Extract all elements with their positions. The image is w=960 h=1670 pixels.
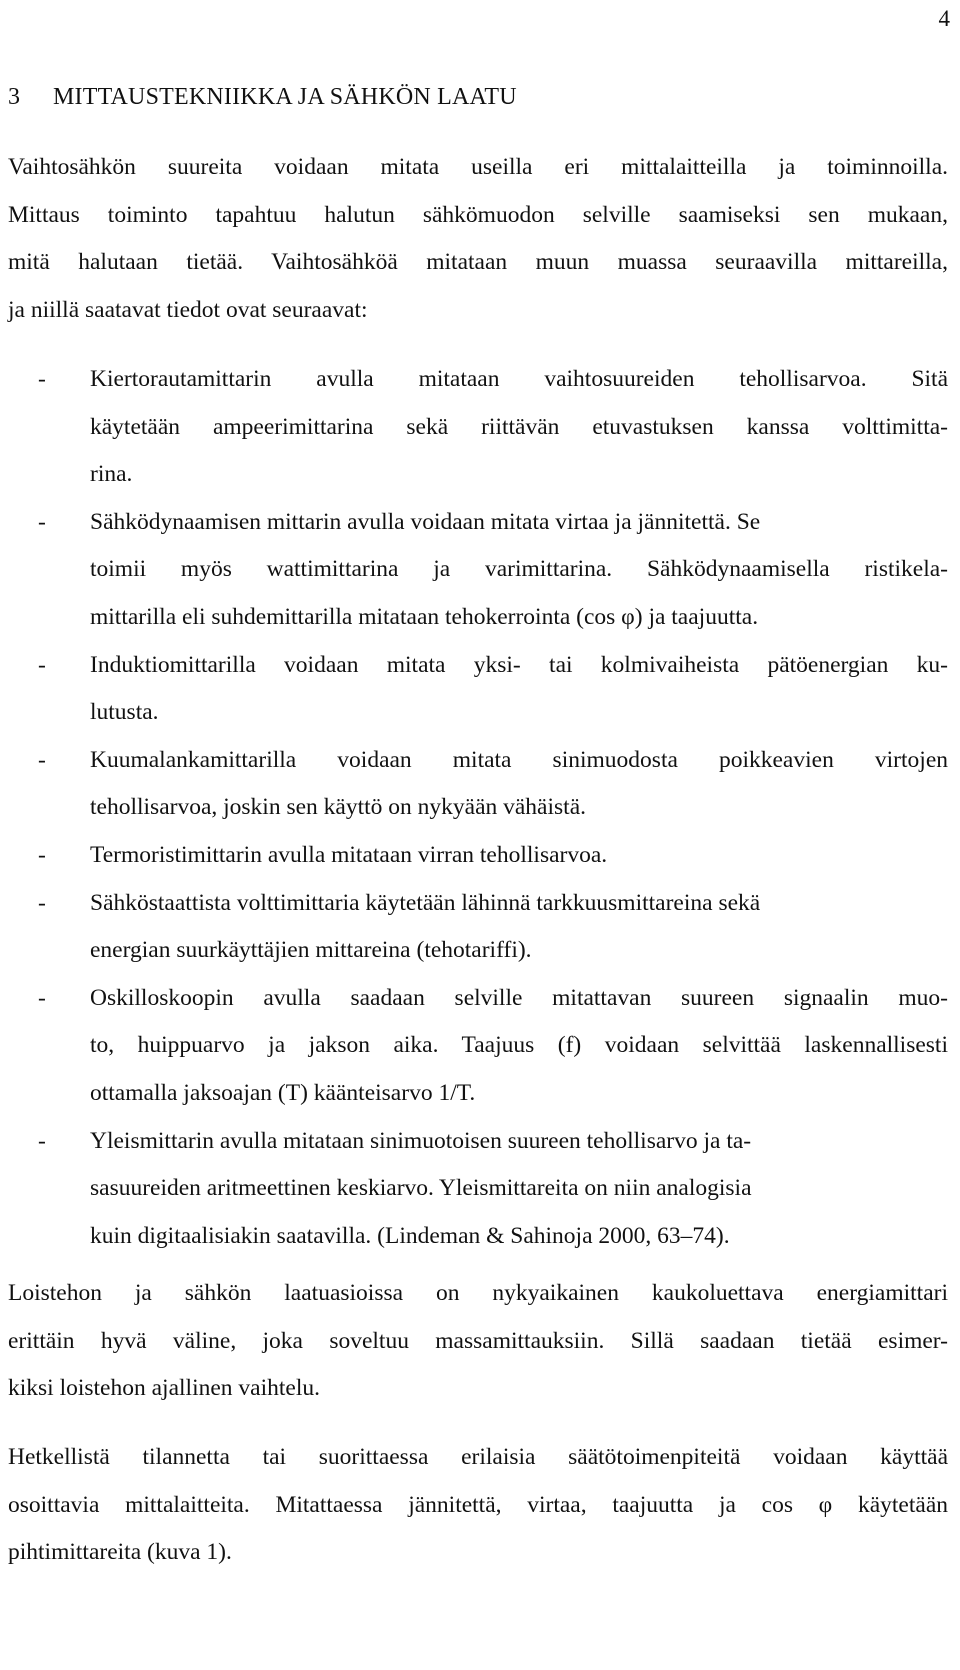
list-item-text: Induktiomittarilla voidaan mitata yksi- tai kolmivaiheista pätöenergian ku-: [90, 651, 948, 678]
text-line: osoittavia mittalaitteita. Mitattaessa jännitettä, virtaa, taajuutta ja cos φ käytetään: [8, 1491, 948, 1518]
list-item-text: to, huippuarvo ja jakson aika. Taajuus (f) voidaan selvittää laskennallisesti: [90, 1032, 948, 1059]
list-item-continuation-line: [8, 689, 948, 737]
text-line: Mittaus toiminto tapahtuu halutun sähkömuodon selville saamiseksi sen mukaan,: [8, 201, 948, 228]
text-line: erittäin hyvä väline, joka soveltuu massamittauksiin. Sillä saadaan tietää esimer-: [8, 1327, 948, 1354]
list-dash: -: [38, 508, 46, 535]
paragraph-energy-meter: [8, 1270, 948, 1413]
list-item-text: mittarilla eli suhdemittarilla mitataan tehokerrointa (cos φ) ja taajuutta.: [90, 603, 759, 630]
list-item-text: Kiertorautamittarin avulla mitataan vaihtosuureiden tehollisarvoa. Sitä: [90, 366, 948, 392]
list-item-text: rina.: [90, 461, 133, 488]
list-dash: -: [38, 651, 46, 678]
list-item-continuation-line: [8, 784, 948, 832]
text-line: Hetkellistä tilannetta tai suorittaessa erilaisia säätötoimenpiteitä voidaan käyttää: [8, 1444, 948, 1470]
list-item-continuation-line: [8, 594, 948, 642]
text-line: ja niillä saatavat tiedot ovat seuraavat:: [8, 296, 368, 323]
text-line: pihtimittareita (kuva 1).: [8, 1539, 232, 1566]
section-number: 3: [8, 84, 21, 110]
list-item-start-line: [8, 832, 948, 880]
meter-list: [8, 356, 948, 1260]
list-item-text: käytetään ampeerimittarina sekä riittävän etuvastuksen kanssa volttimitta-: [90, 413, 948, 440]
list-item-continuation-line: [8, 451, 948, 499]
list-item-continuation-line: [8, 404, 948, 452]
list-item-text: Termoristimittarin avulla mitataan virran tehollisarvoa.: [90, 841, 608, 868]
section-title: MITTAUSTEKNIIKKA JA SÄHKÖN LAATU: [53, 84, 517, 110]
list-dash: -: [38, 841, 46, 868]
text-line: kiksi loistehon ajallinen vaihtelu.: [8, 1375, 320, 1402]
list-dash: -: [38, 746, 46, 773]
list-dash: -: [38, 984, 46, 1011]
list-item-start-line: [8, 880, 948, 928]
text-line: mitä halutaan tietää. Vaihtosähköä mitataan muun muassa seuraavilla mittareilla,: [8, 249, 948, 276]
text-line: Vaihtosähkön suureita voidaan mitata useilla eri mittalaitteilla ja toiminnoilla.: [8, 154, 948, 180]
list-item-text: sasuureiden aritmeettinen keskiarvo. Yleismittareita on niin analogisia: [90, 1175, 752, 1202]
list-item-text: Yleismittarin avulla mitataan sinimuotoisen suureen tehollisarvo ja ta-: [90, 1127, 752, 1154]
list-item-start-line: [8, 975, 948, 1023]
list-item-start-line: [8, 356, 948, 404]
list-dash: -: [38, 366, 46, 392]
list-item-continuation-line: [8, 1022, 948, 1070]
list-item-text: tehollisarvoa, joskin sen käyttö on nykyään vähäistä.: [90, 794, 587, 821]
page-number: 4: [938, 6, 950, 31]
list-item-continuation-line: [8, 546, 948, 594]
intro-paragraph: [8, 144, 948, 334]
list-item-start-line: [8, 642, 948, 690]
list-item-continuation-line: [8, 1070, 948, 1118]
section-heading: [8, 84, 517, 111]
list-dash: -: [38, 1127, 46, 1154]
list-item-text: Sähködynaamisen mittarin avulla voidaan mitata virtaa ja jännitettä. Se: [90, 508, 761, 535]
list-item-start-line: [8, 1118, 948, 1166]
paragraph-indicating-instruments: [8, 1434, 948, 1577]
list-item-text: Oskilloskoopin avulla saadaan selville mitattavan suureen signaalin muo-: [90, 984, 948, 1011]
list-item-text: ottamalla jaksoajan (T) käänteisarvo 1/T.: [90, 1079, 476, 1106]
list-item-text: toimii myös wattimittarina ja varimittarina. Sähködynaamisella ristikela-: [90, 556, 948, 583]
list-dash: -: [38, 889, 46, 916]
list-item-text: Sähköstaattista volttimittaria käytetään lähinnä tarkkuusmittareina sekä: [90, 889, 761, 916]
list-item-text: kuin digitaalisiakin saatavilla. (Lindeman & Sahinoja 2000, 63–74).: [90, 1222, 730, 1249]
list-item-text: energian suurkäyttäjien mittareina (tehotariffi).: [90, 937, 532, 964]
list-item-continuation-line: [8, 1165, 948, 1213]
list-item-start-line: [8, 499, 948, 547]
text-line: Loistehon ja sähkön laatuasioissa on nykyaikainen kaukoluettava energiamittari: [8, 1280, 948, 1306]
list-item-text: lutusta.: [90, 699, 159, 726]
list-item-start-line: [8, 737, 948, 785]
list-item-continuation-line: [8, 1213, 948, 1261]
list-item-continuation-line: [8, 927, 948, 975]
list-item-text: Kuumalankamittarilla voidaan mitata sinimuodosta poikkeavien virtojen: [90, 746, 948, 773]
